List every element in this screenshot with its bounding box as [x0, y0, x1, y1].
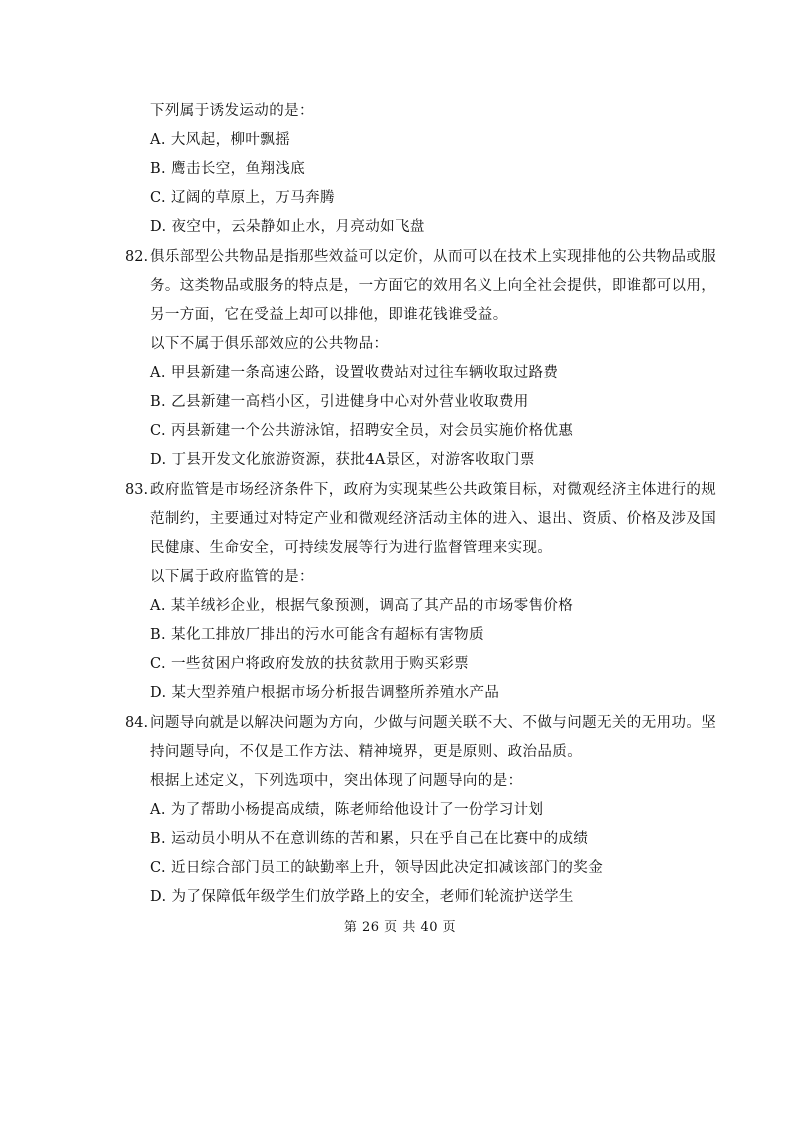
q84-definition-line-1: 问题导向就是以解决问题为方向，少做与问题关联不大、不做与问题无关的无用功。坚 — [150, 715, 717, 731]
q84-option-d: D. 为了保障低年级学生们放学路上的安全，老师们轮流护送学生 — [150, 889, 574, 905]
q84-definition-line-2: 持问题导向，不仅是工作方法、精神境界，更是原则、政治品质。 — [150, 744, 583, 760]
q82-number: 82. — [125, 249, 149, 265]
q84-option-b: B. 运动员小明从不在意训练的苦和累，只在乎自己在比赛中的成绩 — [150, 831, 589, 847]
q84-option-a: A. 为了帮助小杨提高成绩，陈老师给他设计了一份学习计划 — [150, 802, 544, 818]
q81-option-c: C. 辽阔的草原上，万马奔腾 — [150, 190, 335, 206]
q83-option-c: C. 一些贫困户将政府发放的扶贫款用于购买彩票 — [150, 656, 469, 672]
page-number-footer: 第 26 页 共 40 页 — [343, 920, 457, 935]
q82-definition-line-2: 务。这类物品或服务的特点是，一方面它的效用名义上向全社会提供，即谁都可以用， — [150, 278, 717, 294]
q82-definition-line-3: 另一方面，它在受益上却可以排他，即谁花钱谁受益。 — [150, 307, 508, 323]
q83-definition-line-1: 政府监管是市场经济条件下，政府为实现某些公共政策目标，对微观经济主体进行的规 — [150, 482, 717, 498]
q83-option-d: D. 某大型养殖户根据市场分析报告调整所养殖水产品 — [150, 685, 500, 701]
q82-option-c: C. 丙县新建一个公共游泳馆，招聘安全员，对会员实施价格优惠 — [150, 423, 574, 439]
q83-option-a: A. 某羊绒衫企业，根据气象预测，调高了其产品的市场零售价格 — [150, 598, 574, 614]
q83-option-b: B. 某化工排放厂排出的污水可能含有超标有害物质 — [150, 627, 484, 643]
q81-question: 下列属于诱发运动的是： — [150, 103, 314, 119]
q82-option-b: B. 乙县新建一高档小区，引进健身中心对外营业收取费用 — [150, 394, 529, 410]
q82-option-a: A. 甲县新建一条高速公路，设置收费站对过往车辆收取过路费 — [150, 365, 559, 381]
q84-number: 84. — [125, 715, 149, 731]
q84-option-c: C. 近日综合部门员工的缺勤率上升，领导因此决定扣减该部门的奖金 — [150, 860, 604, 876]
q81-option-a: A. 大风起，柳叶飘摇 — [150, 132, 291, 148]
q81-option-d: D. 夜空中，云朵静如止水，月亮动如飞盘 — [150, 219, 425, 235]
q84-question: 根据上述定义，下列选项中，突出体现了问题导向的是： — [150, 773, 523, 789]
q82-option-d: D. 丁县开发文化旅游资源，获批4A景区，对游客收取门票 — [150, 452, 535, 468]
q82-definition-line-1: 俱乐部型公共物品是指那些效益可以定价，从而可以在技术上实现排他的公共物品或服 — [150, 249, 717, 265]
q83-definition-line-3: 民健康、生命安全，可持续发展等行为进行监督管理来实现。 — [150, 540, 553, 556]
q81-option-b: B. 鹰击长空，鱼翔浅底 — [150, 161, 306, 177]
q82-question: 以下不属于俱乐部效应的公共物品： — [150, 336, 389, 352]
q83-number: 83. — [125, 482, 149, 498]
q83-definition-line-2: 范制约，主要通过对特定产业和微观经济活动主体的进入、退出、资质、价格及涉及国 — [150, 511, 717, 527]
q83-question: 以下属于政府监管的是： — [150, 569, 314, 585]
